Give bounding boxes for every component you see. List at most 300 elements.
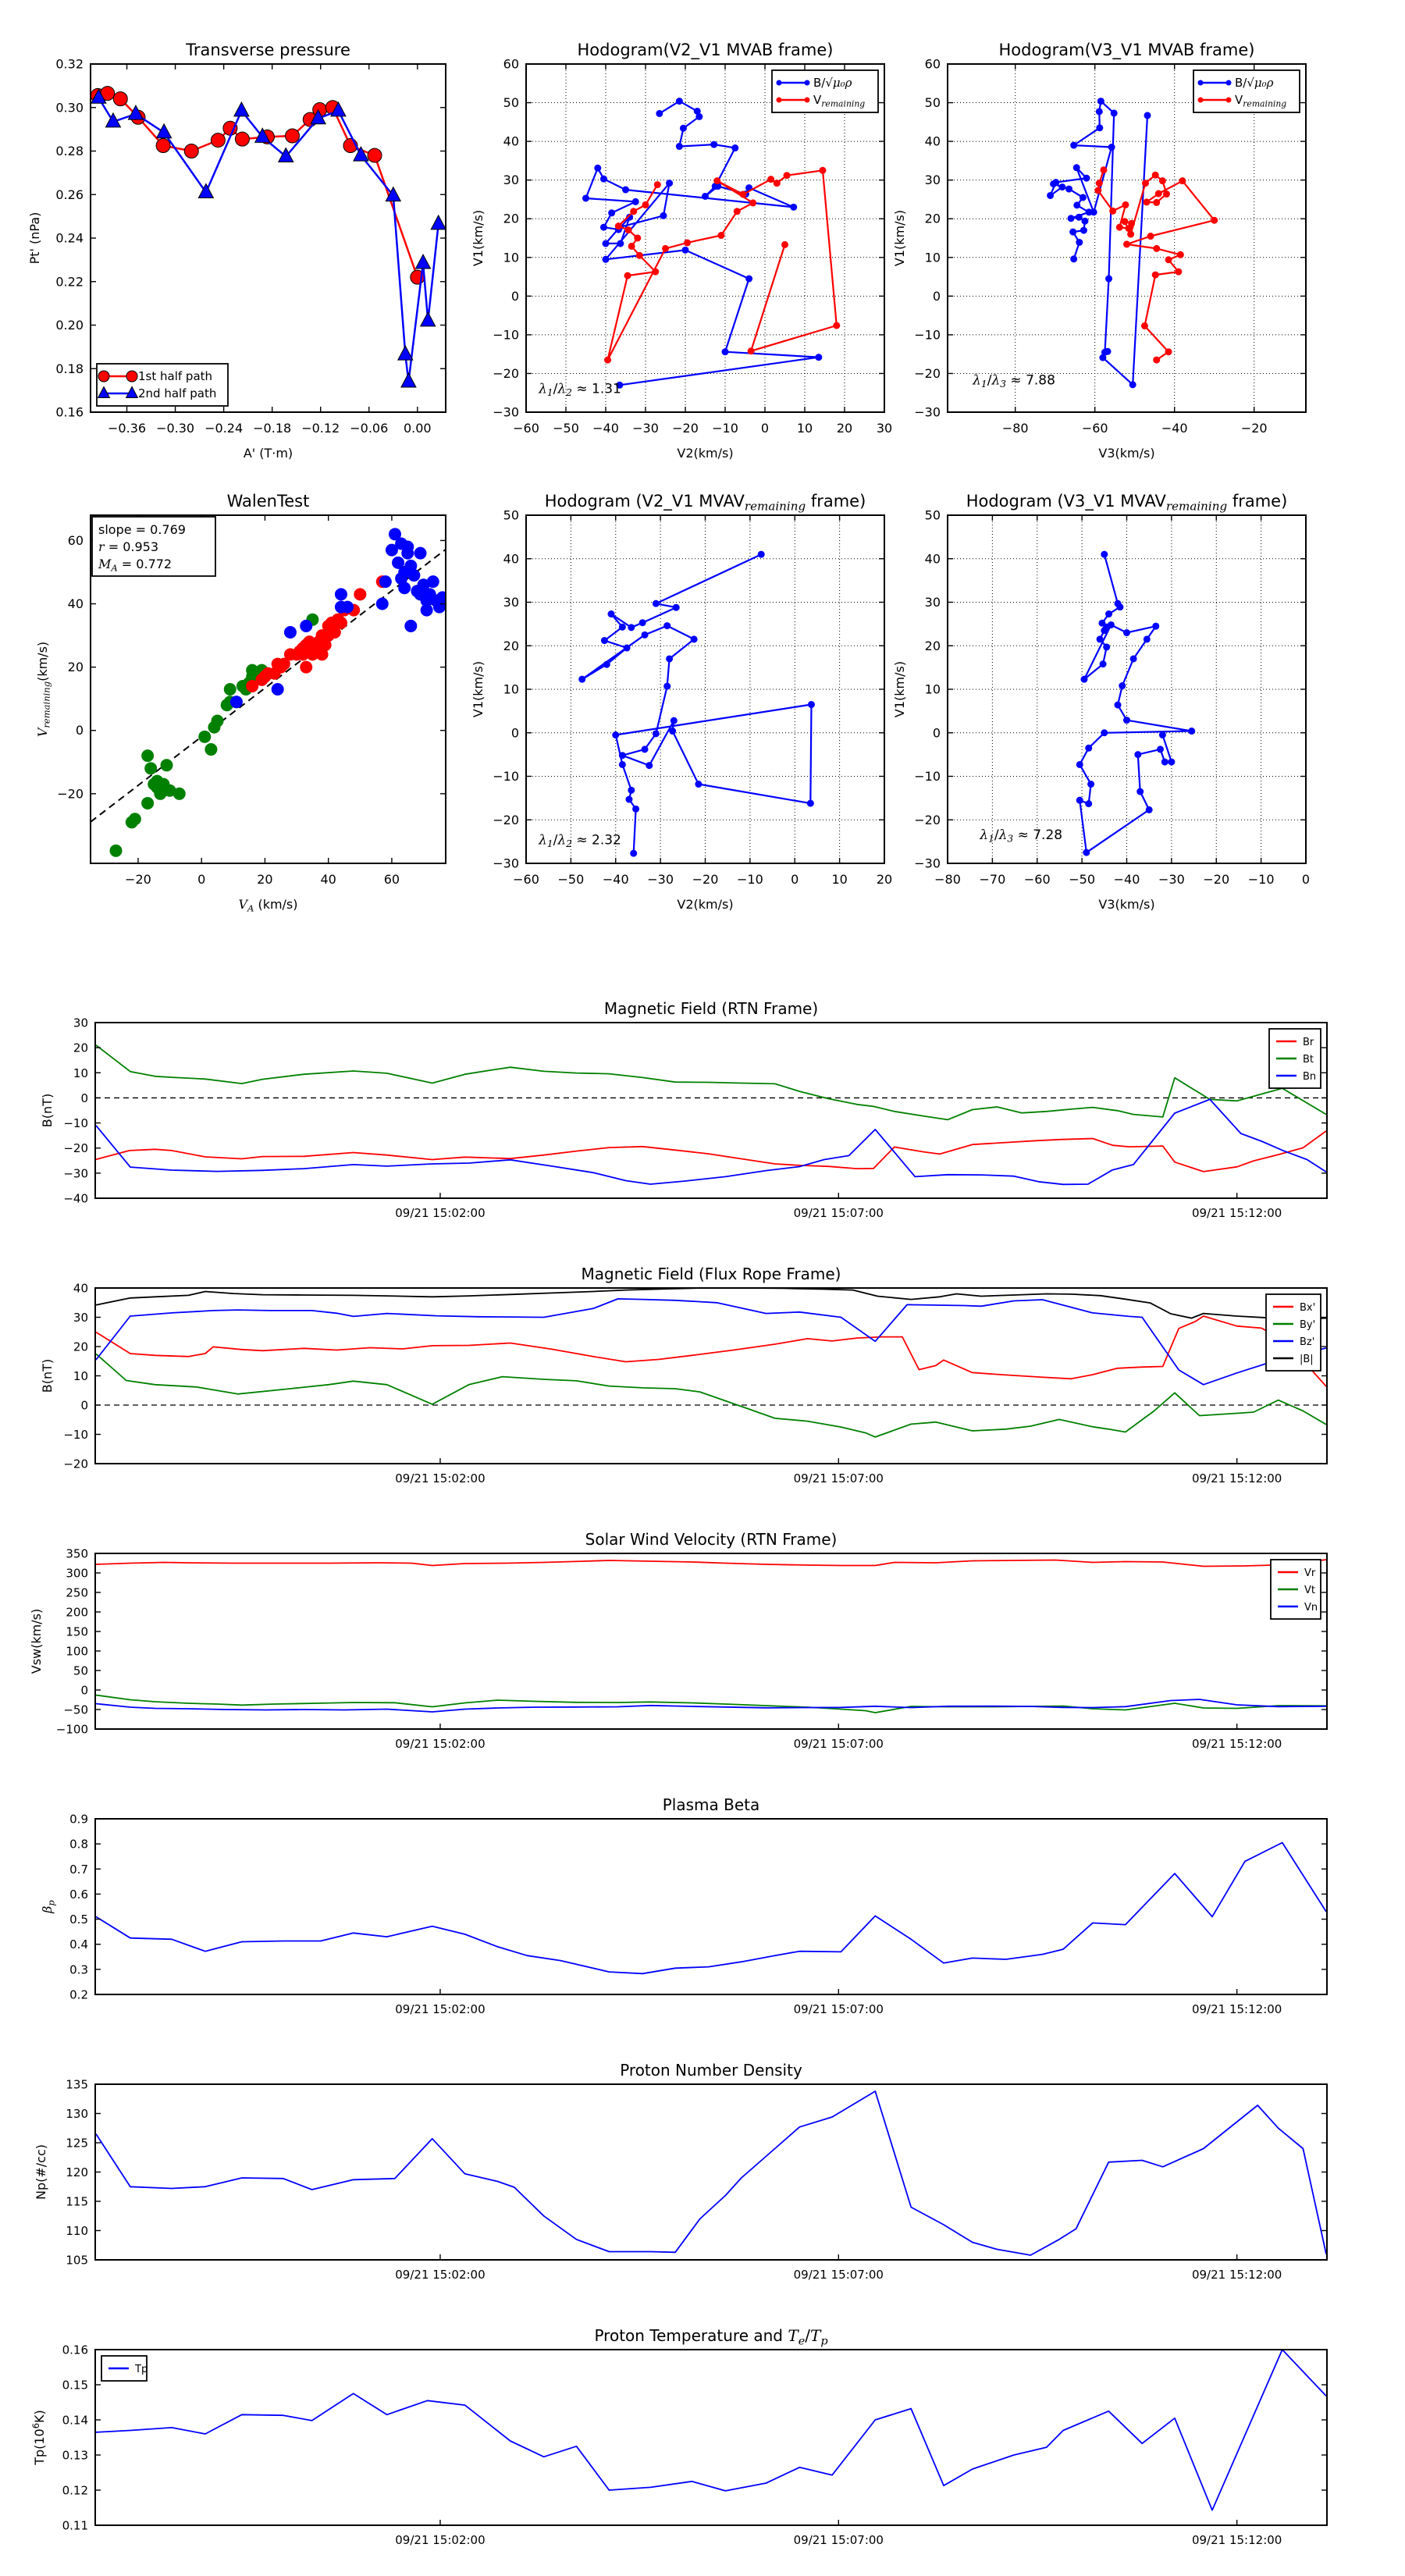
tick-label-x: −0.18: [253, 421, 292, 436]
marker-triangle: [421, 312, 436, 326]
marker-triangle: [431, 215, 446, 229]
marker-dot: [622, 187, 629, 194]
marker-dot: [1159, 177, 1166, 184]
stats-line: slope = 0.769: [98, 522, 186, 537]
marker-dot: [603, 240, 610, 247]
series-Tp: [96, 2350, 1326, 2510]
tick-label-y: 250: [66, 1585, 88, 1600]
marker-dot: [710, 141, 717, 148]
chart-solar-wind-velocity: [29, 1530, 1327, 1751]
chart-title: Transverse pressure: [186, 41, 350, 59]
marker-dot: [1080, 676, 1087, 683]
marker-dot: [1130, 655, 1137, 662]
tick-label-y: 50: [924, 507, 941, 523]
tick-label-y: 120: [66, 2165, 88, 2179]
tick-label-y: 10: [73, 1066, 88, 1080]
tick-label-y: −10: [914, 769, 941, 784]
tick-label-y: 50: [924, 95, 941, 111]
tick-label-y: 130: [66, 2107, 88, 2121]
marker-point: [427, 575, 439, 588]
marker-dot: [713, 177, 720, 184]
marker-dot: [634, 235, 641, 242]
marker-dot: [1163, 190, 1170, 197]
marker-dot: [1080, 194, 1087, 201]
marker-dot: [1152, 272, 1159, 279]
tick-label-x: 09/21 15:07:00: [793, 2002, 884, 2016]
tick-label-y: −10: [493, 769, 519, 784]
marker-dot: [1165, 256, 1172, 263]
marker-dot: [578, 676, 585, 683]
tick-label-y: 40: [503, 133, 519, 149]
tick-label-y: −100: [55, 1722, 88, 1737]
tick-label-y: −40: [63, 1191, 88, 1206]
marker-point: [173, 788, 186, 800]
tick-label-y: 0.14: [62, 2413, 88, 2428]
marker-dot: [1101, 551, 1108, 558]
marker-dot: [680, 125, 687, 132]
y-axis-label: V1(km/s): [471, 660, 486, 718]
tick-label-x: −20: [1203, 872, 1230, 887]
marker-point: [398, 582, 411, 594]
chart-title: Hodogram(V3_V1 MVAB frame): [998, 41, 1255, 59]
annotation: $\lambda_1/\lambda_3 \approx 7.88$: [973, 372, 1055, 390]
x-axis-label: V2(km/s): [677, 446, 734, 461]
marker-dot: [1080, 227, 1087, 234]
tick-label-x: 09/21 15:12:00: [1191, 2002, 1282, 2016]
tick-label-x: 09/21 15:12:00: [1191, 1206, 1282, 1220]
marker-dot: [1073, 201, 1080, 208]
tick-label-y: 0.18: [55, 361, 84, 376]
marker-dot: [601, 637, 608, 644]
marker-dot: [1108, 621, 1115, 628]
marker-dot: [666, 180, 673, 187]
chart-title: WalenTest: [226, 492, 310, 511]
tick-label-x: 09/21 15:12:00: [1191, 2268, 1282, 2282]
marker-dot: [695, 781, 702, 788]
chart-hodogram-v2v1-mvav: [471, 492, 892, 912]
tick-label-y: 0.16: [62, 2343, 88, 2357]
series-V-path: [1080, 554, 1191, 852]
tick-label-x: 0: [791, 872, 799, 887]
marker-dot: [652, 269, 659, 276]
marker-dot: [676, 98, 683, 105]
tick-label-y: 0: [80, 1091, 88, 1105]
tick-label-y: 10: [503, 250, 519, 265]
marker-dot: [1105, 276, 1112, 283]
tick-label-x: −50: [557, 872, 585, 887]
marker-dot: [1116, 224, 1123, 231]
marker-dot: [1123, 240, 1130, 247]
tick-label-y: 0.6: [69, 1887, 88, 1902]
marker-dot: [1087, 781, 1094, 788]
marker-triangle: [416, 254, 431, 269]
marker-dot: [673, 604, 680, 611]
marker-dot: [1085, 745, 1092, 752]
marker-dot: [1188, 728, 1195, 735]
tick-label-y: 30: [73, 1311, 88, 1325]
tick-label-x: 09/21 15:02:00: [395, 1206, 486, 1220]
marker-dot: [1069, 229, 1076, 236]
tick-label-y: 0.22: [55, 274, 84, 290]
tick-label-y: 0.11: [62, 2518, 88, 2533]
tick-label-x: 09/21 15:07:00: [793, 2533, 884, 2547]
marker-dot: [624, 645, 631, 652]
axes-frame: [948, 64, 1306, 412]
series-Vn: [96, 1699, 1326, 1712]
marker-circle: [156, 139, 170, 153]
marker-point: [414, 547, 427, 560]
marker-point: [379, 575, 392, 588]
tick-label-y: 10: [924, 681, 941, 697]
tick-label-x: 40: [320, 872, 336, 887]
marker-dot: [624, 272, 631, 279]
marker-dot: [628, 624, 635, 631]
x-axis-label: $V_A$ (km/s): [238, 897, 298, 914]
marker-dot: [1144, 112, 1151, 119]
tick-label-x: −20: [1240, 421, 1268, 436]
marker-dot: [1159, 731, 1166, 738]
marker-dot: [1211, 217, 1218, 224]
tick-label-y: 0: [932, 288, 941, 304]
marker-dot: [833, 322, 840, 329]
marker-dot: [717, 232, 724, 239]
series-V-path: [1098, 170, 1215, 360]
axes-frame: [95, 2350, 1327, 2525]
marker-dot: [632, 806, 639, 813]
tick-label-y: 20: [73, 1340, 88, 1354]
series-V-path: [582, 554, 812, 853]
legend-label: 2nd half path: [138, 386, 217, 400]
marker-circle: [184, 144, 198, 158]
tick-label-y: −30: [63, 1166, 88, 1181]
marker-dot: [1225, 80, 1231, 85]
marker-circle: [98, 371, 109, 382]
tick-label-y: −20: [914, 812, 941, 827]
tick-label-y: 60: [924, 56, 941, 72]
tick-label-y: 0.2: [69, 1987, 88, 2002]
chart-title: Proton Temperature and $T_e/T_p$: [594, 2326, 828, 2348]
marker-point: [341, 601, 354, 614]
marker-dot: [1101, 349, 1108, 356]
marker-dot: [1153, 245, 1160, 252]
marker-dot: [1153, 199, 1160, 206]
marker-dot: [734, 208, 741, 215]
marker-dot: [628, 787, 635, 794]
stats-line: $M_A = 0.772$: [98, 557, 173, 574]
marker-dot: [1076, 239, 1083, 246]
annotation: $\lambda_1/\lambda_2 \approx 1.31$: [539, 381, 621, 399]
marker-dot: [1147, 233, 1154, 240]
tick-label-y: −50: [63, 1703, 88, 1717]
marker-dot: [807, 800, 814, 807]
marker-dot: [1085, 800, 1092, 807]
tick-label-y: 10: [73, 1369, 88, 1383]
marker-dot: [1065, 186, 1072, 193]
marker-circle: [286, 129, 300, 143]
annotation: $\lambda_1/\lambda_3 \approx 7.28$: [980, 827, 1063, 845]
marker-dot: [1100, 660, 1107, 667]
legend: [1266, 1294, 1321, 1371]
tick-label-x: 09/21 15:12:00: [1191, 1471, 1282, 1485]
legend-label: Bn: [1303, 1071, 1317, 1083]
marker-dot: [1076, 761, 1083, 768]
marker-point: [141, 797, 154, 809]
marker-point: [144, 762, 157, 774]
marker-dot: [1101, 729, 1108, 736]
tick-label-x: 20: [257, 872, 273, 887]
marker-dot: [1086, 208, 1093, 215]
legend-label: 1st half path: [138, 369, 213, 383]
marker-dot: [1083, 849, 1090, 856]
tick-label-y: −10: [493, 327, 519, 343]
tick-label-x: 09/21 15:02:00: [395, 2268, 486, 2282]
chart-title: Hodogram (V2_V1 $MVAV_{remaining}$ frame): [544, 492, 866, 514]
marker-dot: [663, 683, 670, 690]
tick-label-y: 0: [75, 723, 84, 738]
y-axis-label: Vsw(km/s): [29, 1608, 44, 1674]
series-group: [91, 87, 446, 387]
y-axis-label: V1(km/s): [892, 209, 907, 267]
tick-label-y: −30: [914, 404, 941, 420]
marker-dot: [639, 619, 646, 626]
marker-triangle: [234, 102, 249, 116]
marker-dot: [608, 610, 615, 617]
series-Bz': [96, 1299, 1326, 1385]
marker-dot: [1101, 627, 1108, 634]
tick-label-x: 09/21 15:07:00: [793, 2268, 884, 2282]
tick-label-y: 0: [510, 725, 519, 741]
series-group: [96, 2091, 1326, 2255]
tick-label-y: 30: [73, 1016, 88, 1030]
tick-label-y: 40: [924, 133, 941, 149]
marker-dot: [819, 167, 826, 174]
marker-point: [212, 715, 224, 728]
marker-dot: [582, 194, 589, 201]
tick-label-x: −30: [647, 872, 674, 887]
marker-dot: [642, 201, 649, 208]
series-group: [96, 1288, 1326, 1437]
marker-point: [404, 620, 417, 632]
tick-label-x: 20: [836, 421, 853, 436]
marker-dot: [691, 635, 698, 642]
tick-label-x: 09/21 15:02:00: [395, 1737, 486, 1751]
legend: [101, 2356, 148, 2381]
marker-dot: [660, 212, 667, 219]
axes-frame: [95, 2084, 1327, 2260]
marker-dot: [630, 850, 637, 857]
tick-label-y: 30: [503, 173, 519, 188]
marker-dot: [594, 165, 601, 172]
marker-dot: [1152, 623, 1159, 630]
marker-point: [335, 588, 347, 600]
tick-label-x: 09/21 15:02:00: [395, 2533, 486, 2547]
marker-dot: [670, 717, 678, 724]
tick-label-y: 40: [67, 596, 84, 612]
marker-dot: [1157, 745, 1164, 753]
marker-circle: [126, 371, 137, 382]
marker-dot: [653, 600, 660, 607]
tick-label-x: 20: [876, 872, 893, 887]
marker-dot: [784, 172, 791, 179]
marker-dot: [1097, 98, 1104, 105]
legend-label: Bt: [1303, 1054, 1314, 1066]
marker-dot: [662, 245, 669, 252]
marker-dot: [745, 276, 752, 283]
tick-label-y: 115: [66, 2194, 88, 2209]
marker-point: [161, 759, 173, 771]
marker-dot: [1123, 629, 1130, 636]
tick-label-y: −10: [63, 1428, 88, 1442]
x-axis-label: V3(km/s): [1098, 446, 1155, 461]
marker-dot: [600, 176, 607, 183]
marker-dot: [781, 241, 788, 248]
legend-label: B/√μ₀ρ: [1235, 76, 1274, 90]
marker-point: [272, 683, 284, 696]
marker-dot: [1128, 220, 1135, 227]
marker-dot: [748, 347, 755, 354]
tick-label-x: −60: [1081, 421, 1108, 436]
series-group: [578, 551, 815, 857]
tick-label-y: −20: [63, 1457, 88, 1471]
marker-dot: [1121, 218, 1128, 225]
marker-dot: [628, 243, 635, 250]
marker-dot: [1047, 192, 1054, 199]
marker-dot: [731, 144, 738, 151]
marker-dot: [758, 551, 765, 558]
marker-dot: [1225, 97, 1231, 102]
chart-title: Magnetic Field (Flux Rope Frame): [581, 1265, 841, 1283]
series-group: [1076, 551, 1195, 856]
chart-hodogram-v3v1-mvab: [892, 41, 1306, 461]
tick-label-x: −0.12: [301, 421, 340, 436]
y-axis-label: $Tp(10^6K)$: [30, 2410, 47, 2465]
series-By': [96, 1354, 1326, 1437]
y-axis-label: $V_{remaining}(km/s)$: [35, 641, 52, 738]
marker-dot: [684, 239, 691, 246]
tick-label-y: 0.28: [55, 144, 84, 158]
marker-dot: [1083, 175, 1090, 182]
tick-label-y: 30: [924, 595, 941, 610]
series-Np: [96, 2091, 1326, 2255]
marker-dot: [1076, 797, 1083, 804]
marker-dot: [695, 113, 702, 120]
chart-bfield-fluxrope: [40, 1265, 1327, 1485]
axes-frame: [95, 1023, 1327, 1198]
marker-dot: [1094, 187, 1101, 194]
tick-label-x: −40: [592, 421, 619, 436]
legend-label: Br: [1303, 1037, 1314, 1048]
tick-label-x: 60: [383, 872, 400, 887]
marker-dot: [615, 222, 622, 229]
legend-label: $V_{remaining}$: [813, 93, 866, 109]
tick-label-y: 0: [80, 1683, 88, 1698]
legend: [1193, 70, 1300, 112]
tick-label-y: −30: [493, 856, 519, 871]
marker-dot: [1108, 144, 1115, 151]
y-axis-label: B(nT): [40, 1358, 55, 1393]
chart-proton-temperature: [30, 2326, 1327, 2547]
legend-label: Vt: [1304, 1585, 1315, 1596]
marker-point: [300, 620, 312, 632]
series-group: [96, 1560, 1326, 1713]
tick-label-x: −20: [125, 872, 151, 887]
legend: [1271, 1560, 1321, 1619]
marker-dot: [1073, 164, 1080, 171]
tick-label-y: 30: [503, 595, 519, 610]
marker-dot: [653, 730, 660, 737]
tick-label-y: 20: [924, 211, 941, 226]
tick-label-x: 0: [760, 421, 770, 436]
marker-point: [224, 683, 237, 696]
tick-label-y: 0: [510, 288, 519, 304]
chart-plasma-beta: [40, 1795, 1327, 2016]
marker-dot: [669, 728, 676, 735]
marker-point: [401, 547, 414, 560]
chart-transverse-pressure: [27, 41, 446, 461]
legend: [772, 70, 878, 112]
marker-dot: [739, 191, 746, 198]
tick-label-x: −40: [1161, 421, 1188, 436]
tick-label-x: 09/21 15:07:00: [793, 1471, 884, 1485]
tick-label-x: −20: [692, 872, 719, 887]
tick-label-y: 0.3: [69, 1962, 88, 1977]
tick-label-x: 09/21 15:07:00: [793, 1206, 884, 1220]
tick-label-x: −70: [979, 872, 1006, 887]
tick-label-y: 0.13: [62, 2448, 88, 2463]
marker-dot: [619, 752, 626, 759]
marker-dot: [1153, 357, 1160, 364]
series-group: [96, 2350, 1326, 2510]
marker-dot: [767, 176, 774, 183]
marker-dot: [1100, 166, 1107, 173]
marker-circle: [235, 132, 249, 146]
marker-dot: [1141, 322, 1148, 329]
tick-label-y: 200: [66, 1605, 88, 1620]
marker-dot: [1152, 172, 1159, 179]
marker-dot: [1197, 80, 1203, 85]
marker-dot: [666, 655, 673, 662]
marker-point: [284, 626, 297, 639]
y-axis-label: B(nT): [40, 1093, 55, 1128]
marker-dot: [776, 80, 781, 85]
tick-label-y: 30: [924, 173, 941, 188]
tick-label-y: 0.12: [62, 2483, 88, 2498]
tick-label-y: −20: [493, 812, 519, 827]
annotation: $\lambda_1/\lambda_2 \approx 2.32$: [539, 832, 621, 850]
marker-dot: [1197, 97, 1203, 102]
marker-dot: [632, 198, 639, 205]
marker-circle: [113, 92, 127, 106]
marker-dot: [1122, 201, 1129, 208]
tick-label-y: −30: [493, 404, 519, 420]
axes-frame: [95, 1288, 1327, 1464]
legend-label: |B|: [1300, 1354, 1314, 1365]
marker-dot: [682, 247, 689, 254]
marker-dot: [1070, 255, 1077, 262]
tick-label-x: 09/21 15:02:00: [395, 1471, 486, 1485]
chart-proton-density: [34, 2061, 1327, 2282]
marker-dot: [1161, 759, 1168, 766]
marker-dot: [1179, 177, 1186, 184]
marker-point: [205, 743, 217, 756]
tick-label-y: 100: [66, 1644, 88, 1659]
marker-triangle: [401, 373, 416, 387]
legend-label: Tp: [135, 2364, 148, 2375]
tick-label-y: 0.20: [55, 318, 84, 333]
marker-dot: [1068, 215, 1075, 222]
tick-label-x: −40: [1113, 872, 1140, 887]
marker-dot: [1134, 751, 1141, 758]
